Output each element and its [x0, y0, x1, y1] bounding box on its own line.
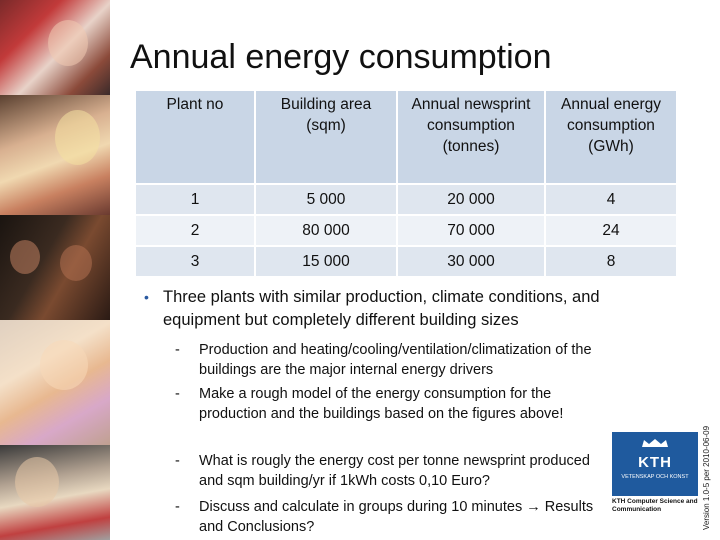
kth-logo-subtitle: VETENSKAP OCH KONST [621, 474, 689, 480]
main-bullet [145, 286, 665, 332]
table-cell: 3 [190, 252, 200, 270]
table-cell: 1 [190, 190, 200, 208]
dash-icon: - [175, 342, 180, 358]
sub-item-text: Production and heating/cooling/ventilation/climatization of the buildings are the major internal energy drivers [199, 342, 592, 378]
table-row [136, 184, 676, 215]
kth-logo [612, 432, 698, 496]
table-cell: 70 000 [397, 215, 545, 246]
sub-item-text: What is rougly the energy cost per tonne newsprint produced and sqm building/yr if 1kWh costs 0,10 Euro? [199, 453, 590, 489]
header-building-area: Building area (sqm) [255, 91, 397, 184]
table-cell: 15 000 [255, 246, 397, 276]
kth-crown-icon [640, 438, 670, 448]
table-cell: 24 [545, 215, 676, 246]
table-row [136, 246, 676, 276]
table-cell: 2 [190, 221, 200, 239]
version-label: Version 1.0-5 per 2010-06-09 [702, 425, 711, 530]
table-cell: 8 [545, 246, 676, 276]
table-header-row [136, 91, 676, 184]
dash-icon: - [175, 453, 180, 469]
dash-icon: - [175, 499, 180, 515]
photo-mother-child [0, 320, 110, 445]
energy-table [136, 91, 676, 276]
dash-icon: - [175, 386, 180, 402]
sub-item [175, 384, 605, 424]
sub-item [175, 340, 645, 380]
photo-shoppers [0, 0, 110, 95]
sub-item-text: Discuss and calculate in groups during 10 minutes → Results and Conclusions? [199, 499, 594, 535]
photo-strip [0, 0, 110, 540]
table-cell: 20 000 [397, 184, 545, 215]
kth-caption: KTH Computer Science and Communication [612, 498, 698, 513]
table-row [136, 215, 676, 246]
bullet-icon: • [144, 289, 149, 305]
table-cell: 4 [545, 184, 676, 215]
photo-reader [0, 95, 110, 215]
page-title: Annual energy consumption [130, 38, 552, 76]
table-cell: 5 000 [255, 184, 397, 215]
photo-children [0, 215, 110, 320]
sub-item [175, 451, 605, 491]
header-plant-no: Plant no [166, 96, 224, 113]
sub-item [175, 497, 605, 537]
header-newsprint: Annual newsprint consumption (tonnes) [397, 91, 545, 184]
main-bullet-text: Three plants with similar production, climate conditions, and equipment but completely different building sizes [163, 288, 600, 329]
table-cell: 80 000 [255, 215, 397, 246]
photo-newspaper-reader [0, 445, 110, 540]
kth-logo-text: KTH [638, 454, 672, 471]
table-cell: 30 000 [397, 246, 545, 276]
header-energy: Annual energy consumption (GWh) [545, 91, 676, 184]
sub-item-text: Make a rough model of the energy consumption for the production and the buildings based on the figures above! [199, 386, 564, 422]
